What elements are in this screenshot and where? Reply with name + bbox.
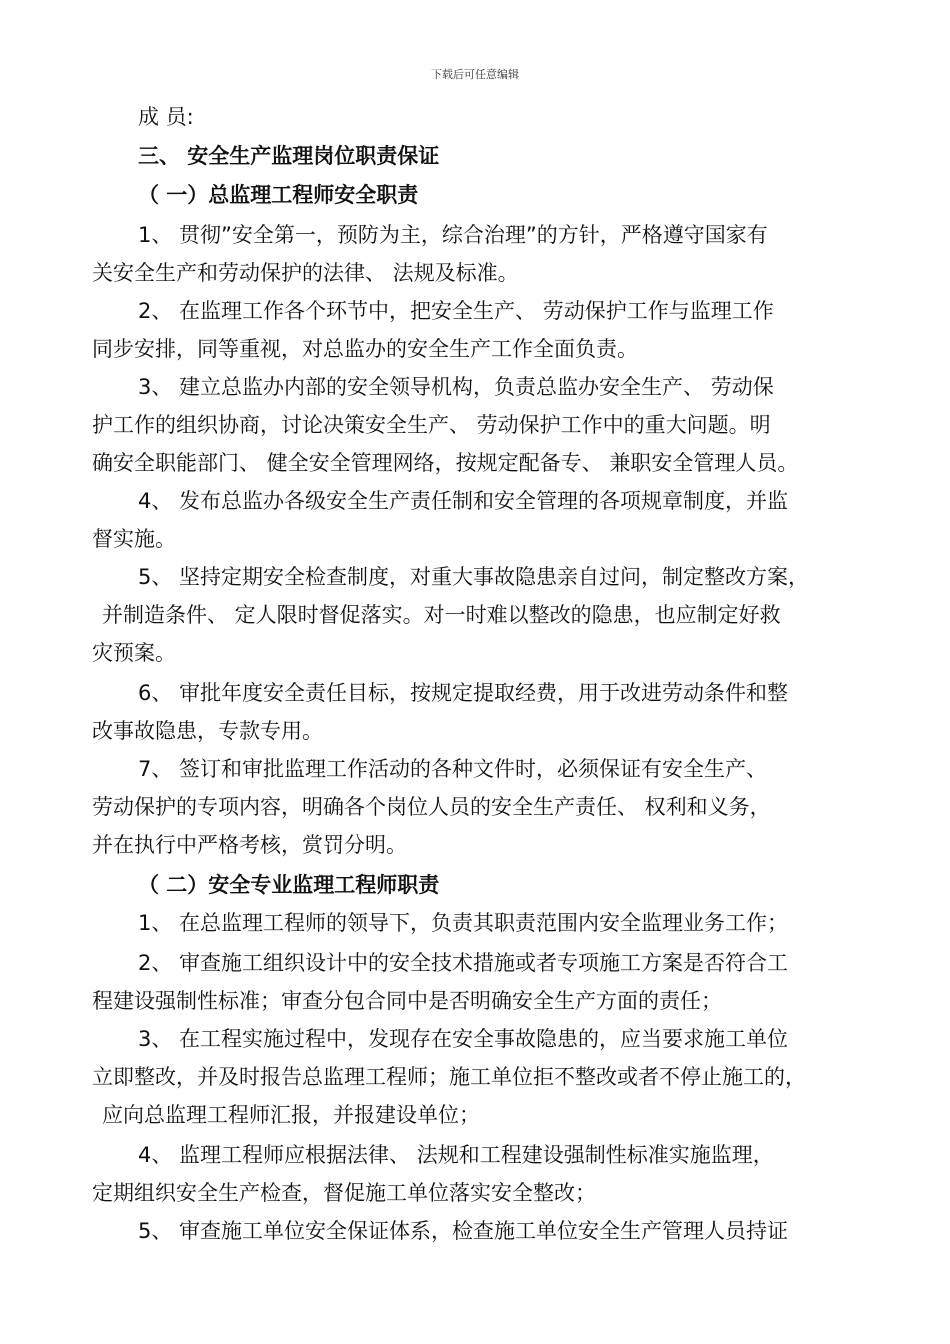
paragraph-line: 劳动保护的专项内容，明确各个岗位人员的安全生产责任、 权利和义务，: [92, 795, 771, 819]
paragraph-line: 灾预案。: [92, 641, 176, 665]
section-heading: 三、 安全生产监理岗位职责保证: [138, 144, 440, 168]
paragraph-line: 4、 监理工程师应根据法律、 法规和工程建设强制性标准实施监理，: [138, 1143, 774, 1167]
paragraph-line: 6、 审批年度安全责任目标，按规定提取经费，用于改进劳动条件和整: [138, 681, 789, 705]
paragraph-line: 护工作的组织协商，讨论决策安全生产、 劳动保护工作中的重大问题。明: [92, 413, 771, 437]
section-heading: （ 二）安全专业监理工程师职责: [138, 873, 440, 897]
section-heading: （ 一）总监理工程师安全职责: [138, 183, 419, 207]
paragraph-line: 并制造条件、 定人限时督促落实。对一时难以整改的隐患，也应制定好救: [102, 603, 781, 627]
paragraph-line: 督实施。: [92, 527, 176, 551]
paragraph-line: 并在执行中严格考核，赏罚分明。: [92, 833, 407, 857]
paragraph-line: 程建设强制性标准；审查分包合同中是否明确安全生产方面的责任；: [92, 989, 722, 1013]
paragraph-line: 2、 审查施工组织设计中的安全技术措施或者专项施工方案是否符合工: [138, 951, 789, 975]
paragraph-line: 立即整改，并及时报告总监理工程师；施工单位拒不整改或者不停止施工的，: [92, 1065, 806, 1089]
paragraph-line: 同步安排，同等重视，对总监办的安全生产工作全面负责。: [92, 337, 638, 361]
paragraph-line: 改事故隐患，专款专用。: [92, 719, 323, 743]
paragraph-line: 1、 在总监理工程师的领导下，负责其职责范围内安全监理业务工作；: [138, 911, 789, 935]
paragraph-line: 3、 建立总监办内部的安全领导机构，负责总监办安全生产、 劳动保: [138, 375, 774, 399]
paragraph-line: 1、 贯彻”安全第一，预防为主，综合治理”的方针，严格遵守国家有: [138, 223, 768, 247]
paragraph-line: 4、 发布总监办各级安全生产责任制和安全管理的各项规章制度，并监: [138, 489, 789, 513]
paragraph-line: 确安全职能部门、 健全安全管理网络，按规定配备专、 兼职安全管理人员。: [92, 451, 799, 475]
paragraph-line: 定期组织安全生产检查，督促施工单位落实安全整改；: [92, 1181, 596, 1205]
paragraph-line: 5、 审查施工单位安全保证体系，检查施工单位安全生产管理人员持证: [138, 1219, 789, 1243]
page-header: 下载后可任意编辑: [431, 68, 519, 81]
paragraph-line: 3、 在工程实施过程中，发现存在安全事故隐患的，应当要求施工单位: [138, 1027, 789, 1051]
paragraph-line: 成 员:: [138, 105, 194, 129]
paragraph-line: 应向总监理工程师汇报，并报建设单位；: [102, 1103, 480, 1127]
paragraph-line: 5、 坚持定期安全检查制度，对重大事故隐患亲自过问，制定整改方案，: [138, 565, 810, 589]
paragraph-line: 2、 在监理工作各个环节中，把安全生产、 劳动保护工作与监理工作: [138, 299, 774, 323]
paragraph-line: 关安全生产和劳动保护的法律、 法规及标准。: [92, 261, 519, 285]
paragraph-line: 7、 签订和审批监理工作活动的各种文件时，必须保证有安全生产、: [138, 757, 768, 781]
